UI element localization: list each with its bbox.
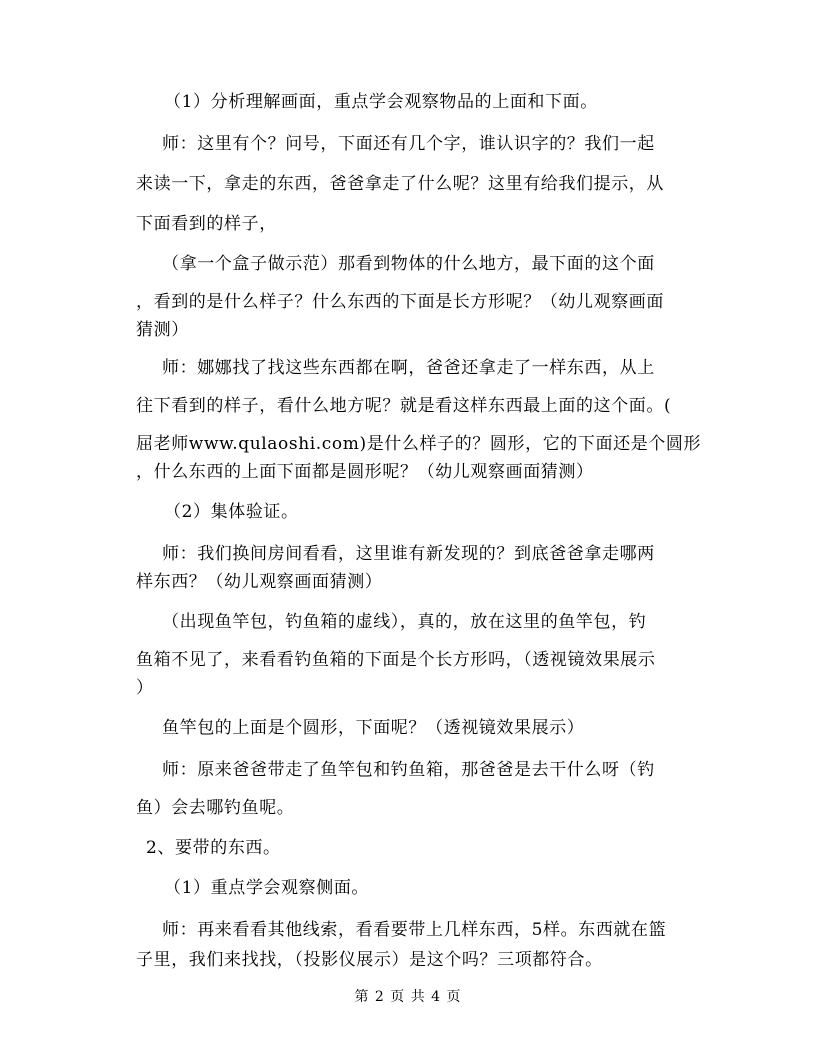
text-line: 鱼竿包的上面是个圆形，下面呢？（透视镜效果展示） <box>162 718 585 738</box>
text-line: ，什么东西的上面下面都是圆形呢？（幼儿观察画面猜测） <box>136 462 594 482</box>
text-line: （2）集体验证。 <box>164 502 299 522</box>
text-line: 子里，我们来找找，（投影仪展示）是这个吗？三项都符合。 <box>136 950 603 970</box>
text-line: 2、要带的东西。 <box>146 838 281 858</box>
text-line: 鱼）会去哪钓鱼呢。 <box>136 798 295 818</box>
text-line: （出现鱼竿包，钓鱼箱的虚线），真的，放在这里的鱼竿包，钓 <box>162 612 647 632</box>
text-line: 屈老师www.qulaoshi.com)是什么样子的？圆形，它的下面还是个圆形 <box>136 434 702 454</box>
text-line: （1）分析理解画面，重点学会观察物品的上面和下面。 <box>164 92 598 112</box>
text-line: 师：原来爸爸带走了鱼竿包和钓鱼箱，那爸爸是去干什么呀（钓 <box>162 760 655 780</box>
text-line: 往下看到的样子，看什么地方呢？就是看这样东西最上面的这个面。( <box>136 396 672 416</box>
text-line: 师：再来看看其他线索，看看要带上几样东西，5样。东西就在篮 <box>162 920 667 940</box>
text-line: 师：娜娜找了找这些东西都在啊，爸爸还拿走了一样东西，从上 <box>162 358 655 378</box>
text-line: 样东西？（幼儿观察画面猜测） <box>136 572 383 592</box>
text-line: ） <box>136 678 154 698</box>
text-line: （拿一个盒子做示范）那看到物体的什么地方，最下面的这个面 <box>162 254 655 274</box>
text-line: 师：这里有个？问号，下面还有几个字，谁认识字的？我们一起 <box>162 134 655 154</box>
text-line: （1）重点学会观察侧面。 <box>164 878 370 898</box>
text-line: 来读一下，拿走的东西，爸爸拿走了什么呢？这里有给我们提示，从 <box>136 174 664 194</box>
text-line: 下面看到的样子， <box>136 214 277 234</box>
text-line: 师：我们换间房间看看，这里谁有新发现的？到底爸爸拿走哪两 <box>162 544 655 564</box>
text-line: 鱼箱不见了，来看看钓鱼箱的下面是个长方形吗，（透视镜效果展示 <box>136 650 656 670</box>
text-line: ，看到的是什么样子？什么东西的下面是长方形呢？（幼儿观察画面 <box>136 292 664 312</box>
text-line: 猜测） <box>136 320 189 340</box>
page-number-footer: 第 2 页 共 4 页 <box>354 989 462 1005</box>
